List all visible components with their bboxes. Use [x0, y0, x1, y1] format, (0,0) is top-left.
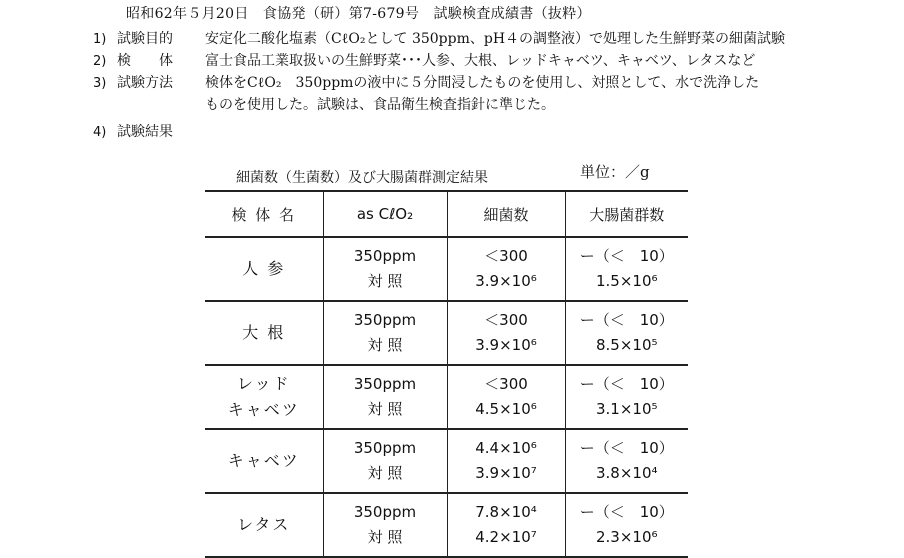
bacteria-count-cell	[447, 365, 565, 429]
concentration-cell	[323, 237, 447, 301]
item-text: 富士食品工業取扱いの生鮮野菜･･･人参、大根、レッドキャベツ、キャベツ、レタスなど	[205, 53, 756, 69]
item-method-continued: ものを使用した。試験は、食品衛生検査指針に準じた。	[205, 97, 555, 113]
concentration-cell-value: 対 照	[367, 464, 403, 482]
coliform-count-cell-value: ー（＜ 10）	[579, 247, 674, 265]
concentration-cell-value: 対 照	[367, 400, 403, 418]
bacteria-count-cell-value: 3.9×10⁶	[475, 336, 537, 354]
coliform-count-cell	[565, 301, 688, 365]
table-row	[205, 301, 688, 365]
header-specimen-name: 検 体 名	[205, 191, 323, 237]
item-text: 検体をCℓO₂ 350ppmの液中に５分間浸したものを使用し、対照として、水で洗浄した	[205, 75, 760, 91]
specimen-name-cell-value: キャベツ	[227, 451, 300, 470]
bacteria-count-cell	[447, 301, 565, 365]
bacteria-count-cell-value: 4.5×10⁶	[475, 400, 537, 418]
header-bacteria-count: 細菌数	[447, 191, 565, 237]
table-caption: 細菌数（生菌数）及び大腸菌群測定結果	[236, 170, 488, 186]
bacteria-count-cell	[447, 237, 565, 301]
coliform-count-cell-value: ー（＜ 10）	[579, 375, 674, 393]
specimen-name-cell-value: キャベツ	[227, 400, 300, 419]
specimen-name-cell-value: 大 根	[242, 323, 286, 342]
coliform-count-cell-value: 2.3×10⁶	[595, 528, 658, 546]
item-purpose	[93, 28, 785, 48]
bacteria-count-cell-value: ＜300	[484, 247, 528, 265]
specimen-name-cell-value: レッド	[236, 374, 291, 393]
bacteria-count-cell-value: ＜300	[484, 375, 528, 393]
item-label: 試験目的	[117, 31, 173, 47]
concentration-cell	[323, 301, 447, 365]
specimen-name-cell-value: 人 参	[242, 259, 286, 278]
bacteria-count-cell-value: 3.9×10⁶	[475, 272, 537, 290]
item-number: 3)	[93, 76, 107, 91]
coliform-count-cell-value: 8.5×10⁵	[595, 336, 658, 354]
coliform-count-cell	[565, 493, 688, 557]
coliform-count-cell	[565, 237, 688, 301]
concentration-cell	[323, 493, 447, 557]
specimen-name-cell	[205, 237, 323, 301]
item-results	[93, 121, 205, 141]
coliform-count-cell	[565, 365, 688, 429]
table-row	[205, 365, 688, 429]
bacteria-count-cell-value: 3.9×10⁷	[475, 464, 537, 482]
item-text: 安定化二酸化塩素（CℓO₂として 350ppm、pH４の調整液）で処理した生鮮野菜の細菌試験	[205, 31, 786, 47]
coliform-count-cell-value: 3.8×10⁴	[595, 464, 658, 482]
concentration-cell-value: 350ppm	[353, 375, 417, 393]
coliform-count-cell-value: ー（＜ 10）	[579, 311, 674, 329]
bacteria-count-cell-value: 4.4×10⁶	[475, 439, 537, 457]
item-number: 2)	[93, 54, 107, 69]
item-number: 1)	[93, 32, 107, 47]
concentration-cell-value: 350ppm	[353, 503, 417, 521]
bacteria-count-cell-value: 4.2×10⁷	[475, 528, 537, 546]
table-unit: 単位：／g	[580, 163, 650, 181]
item-method	[93, 72, 759, 92]
specimen-name-cell	[205, 301, 323, 365]
header-concentration: as CℓO₂	[323, 191, 447, 237]
specimen-name-cell	[205, 493, 323, 557]
bacteria-count-cell-value: ＜300	[484, 311, 528, 329]
concentration-cell-value: 350ppm	[353, 439, 417, 457]
concentration-cell-value: 対 照	[367, 272, 403, 290]
table-row	[205, 429, 688, 493]
report-header: 昭和62年５月20日 食協発（研）第7-679号 試験検査成績書（抜粋）	[126, 6, 591, 22]
specimen-name-cell	[205, 429, 323, 493]
item-number: 4)	[93, 125, 107, 140]
bacteria-count-cell	[447, 493, 565, 557]
specimen-name-cell	[205, 365, 323, 429]
item-label: 試験結果	[117, 124, 173, 140]
coliform-count-cell-value: ー（＜ 10）	[579, 503, 674, 521]
concentration-cell-value: 対 照	[367, 528, 403, 546]
coliform-count-cell	[565, 429, 688, 493]
concentration-cell-value: 350ppm	[353, 311, 417, 329]
item-specimen	[93, 50, 755, 70]
coliform-count-cell-value: ー（＜ 10）	[579, 439, 674, 457]
results-table	[205, 190, 688, 558]
concentration-cell-value: 対 照	[367, 336, 403, 354]
bacteria-count-cell-value: 7.8×10⁴	[475, 503, 537, 521]
table-row	[205, 237, 688, 301]
concentration-cell	[323, 365, 447, 429]
header-coliform-count: 大腸菌群数	[565, 191, 688, 237]
coliform-count-cell-value: 3.1×10⁵	[595, 400, 658, 418]
coliform-count-cell-value: 1.5×10⁶	[595, 272, 658, 290]
concentration-cell	[323, 429, 447, 493]
item-label: 試験方法	[117, 75, 173, 91]
item-label: 検 体	[117, 53, 173, 69]
concentration-cell-value: 350ppm	[353, 247, 417, 265]
specimen-name-cell-value: レタス	[237, 515, 291, 534]
table-row	[205, 493, 688, 557]
bacteria-count-cell	[447, 429, 565, 493]
table-header-row	[205, 191, 688, 237]
